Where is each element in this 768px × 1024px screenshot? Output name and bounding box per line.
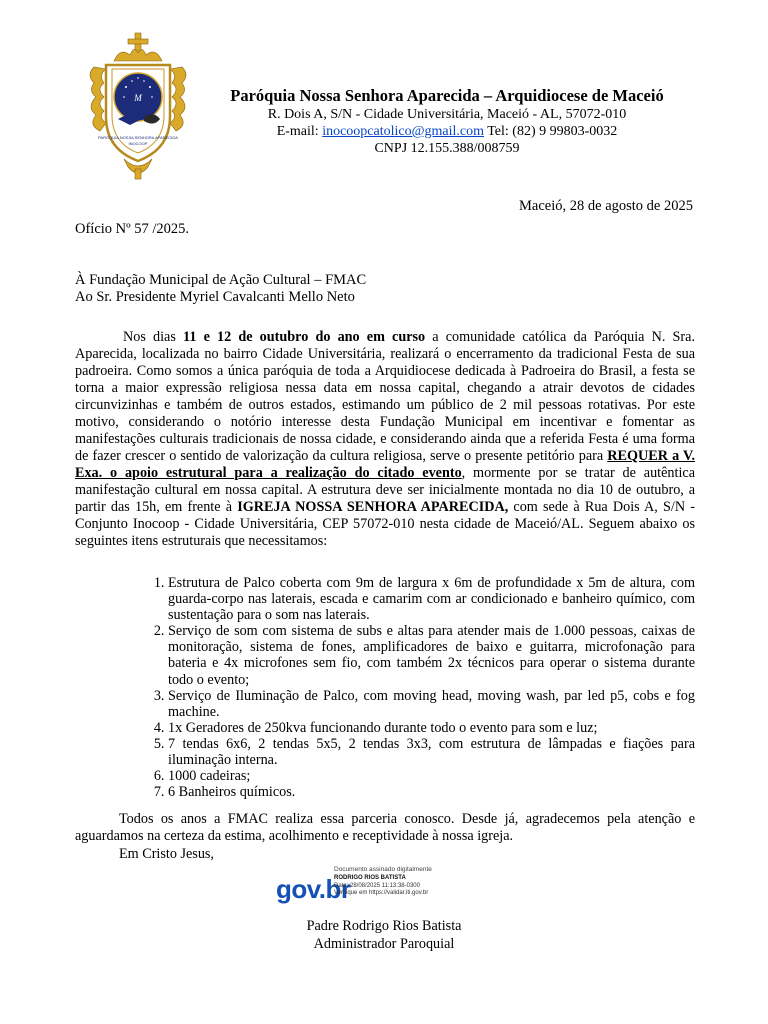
letter-date: Maceió, 28 de agosto de 2025 [519,198,693,214]
signature-verify: Verifique em https://validar.iti.gov.br [334,890,429,897]
signer-block [0,917,768,953]
signer-name: Padre Rodrigo Rios Batista [306,918,462,934]
phone: Tel: (82) 9 99803-0032 [487,124,618,139]
parish-title: Paróquia Nossa Senhora Aparecida – Arquidiocese de Maceió [230,86,664,105]
body-text-1: Nos dias [123,329,184,345]
list-item: 6. 1000 cadeiras; [168,768,695,784]
list-item: 7. 6 Banheiros químicos. [168,784,695,800]
svg-text:INOCOOP: INOCOOP [128,141,148,146]
list-item: 5. 7 tendas 6x6, 2 tendas 5x5, 2 tendas 3x3, com estrutura de lâmpadas e fiações para iluminação interna. [168,736,695,768]
church-name: IGREJA NOSSA SENHORA APARECIDA, [237,499,509,515]
cnpj: CNPJ 12.155.388/008759 [374,141,520,156]
list-item: 4. 1x Geradores de 250kva funcionando durante todo o evento para som e luz; [168,720,695,736]
govbr-logo-br: br [325,874,351,904]
body-text-4: com sede à Rua Dois A, S/N - Conjunto Inocoop - Cidade Universitária, CEP 57072-010 nesta cidade de Maceió/AL. Seguem abaixo os seguintes itens estruturais que necessitamos: [75,499,695,549]
valediction: Em Cristo Jesus, [119,846,214,862]
list-item: 2. Serviço de som com sistema de subs e altas para atender mais de 1.000 pessoas, caixas de monitoração, sistema de fones, amplificadores de baixo e guitarra, microfonação para bateria e 4x microfones sem fio, com também 2x técnicos para operar o sistema durante todo o evento; [168,623,695,687]
structural-items-list [75,575,695,800]
letterhead [192,85,702,157]
govbr-logo: gov.br [276,874,351,904]
oficio-number: Ofício Nº 57 /2025. [75,221,190,237]
body-paragraph [75,329,695,550]
request-statement: REQUER a V. Exa. o apoio estrutural para a realização do citado evento [75,448,695,481]
body-text-3: , mormente por se tratar de autêntica manifestação cultural em nossa capital. A estrutura deve ser inicialmente montada no dia 10 de outubro, a partir das 15h, em frente à [75,465,695,515]
closing-paragraph: Todos os anos a FMAC realiza essa parceria conosco. Desde já, agradecemos pela atenção e aguardamos na certeza da estima, acolhimento e receptividade à nossa igreja. [75,811,695,844]
body-text-2: a comunidade católica da Paróquia N. Sra. Aparecida, localizada no bairro Cidade Universitária, realizará o encerramento da tradicional Festa de sua padroeira. Como somos a única paróquia de toda a Arquidiocese dedicada à Padroeira do Brasil, a festa se torna a maior expressão religiosa nessa data em nossa capital, chegando a atrair devotos de cidades circunvizinhas e também de outros estados, estimando um público de 2 mil pessoas rotativas. Por este motivo, considerando o notório interesse desta Fundação Municipal em incentivar e fomentar as manifestações culturais tradicionais de nossa cidade, e considerando ainda que a referida Festa é uma forma de fazer crescer o sentido de valorização da cultura religiosa, serve o presente petitório para [75,329,695,464]
digital-signature-stamp [276,866,476,916]
addressee-block [75,272,366,306]
list-item: 1. Estrutura de Palco coberta com 9m de largura x 6m de profundidade x 5m de altura, com guarda-corpo nas laterais, escada e camarim com ar condicionado e banheiro químico, com sustentação para o som nas laterais. [168,575,695,623]
email-link[interactable]: inocoopcatolico@gmail.com [322,124,484,139]
signature-date: Data: 28/08/2025 11:13:38-0300 [334,882,420,889]
addressee-person: Ao Sr. Presidente Myriel Cavalcanti Mello Neto [75,289,355,305]
email-label: E-mail: [276,124,319,139]
list-item: 3. Serviço de Iluminação de Palco, com moving head, moving wash, par led p5, cobs e fog machine. [168,688,695,720]
parish-address: R. Dois A, S/N - Cidade Universitária, Maceió - AL, 57072-010 [267,107,627,122]
svg-text:M: M [134,93,142,103]
contact-line [192,123,702,140]
event-dates: 11 e 12 de outubro do ano em curso [183,329,426,345]
signature-name: RODRIGO RIOS BATISTA [334,875,406,882]
svg-text:PARÓQUIA NOSSA SENHORA APARECI: PARÓQUIA NOSSA SENHORA APARECIDA [98,135,178,140]
parish-coat-of-arms-logo [84,31,192,181]
signer-role: Administrador Paroquial [313,936,455,952]
addressee-institution: À Fundação Municipal de Ação Cultural – FMAC [75,272,367,288]
signature-details [334,866,432,898]
signature-doc-label: Documento assinado digitalmente [334,866,432,873]
govbr-logo-gov: gov [276,874,319,904]
